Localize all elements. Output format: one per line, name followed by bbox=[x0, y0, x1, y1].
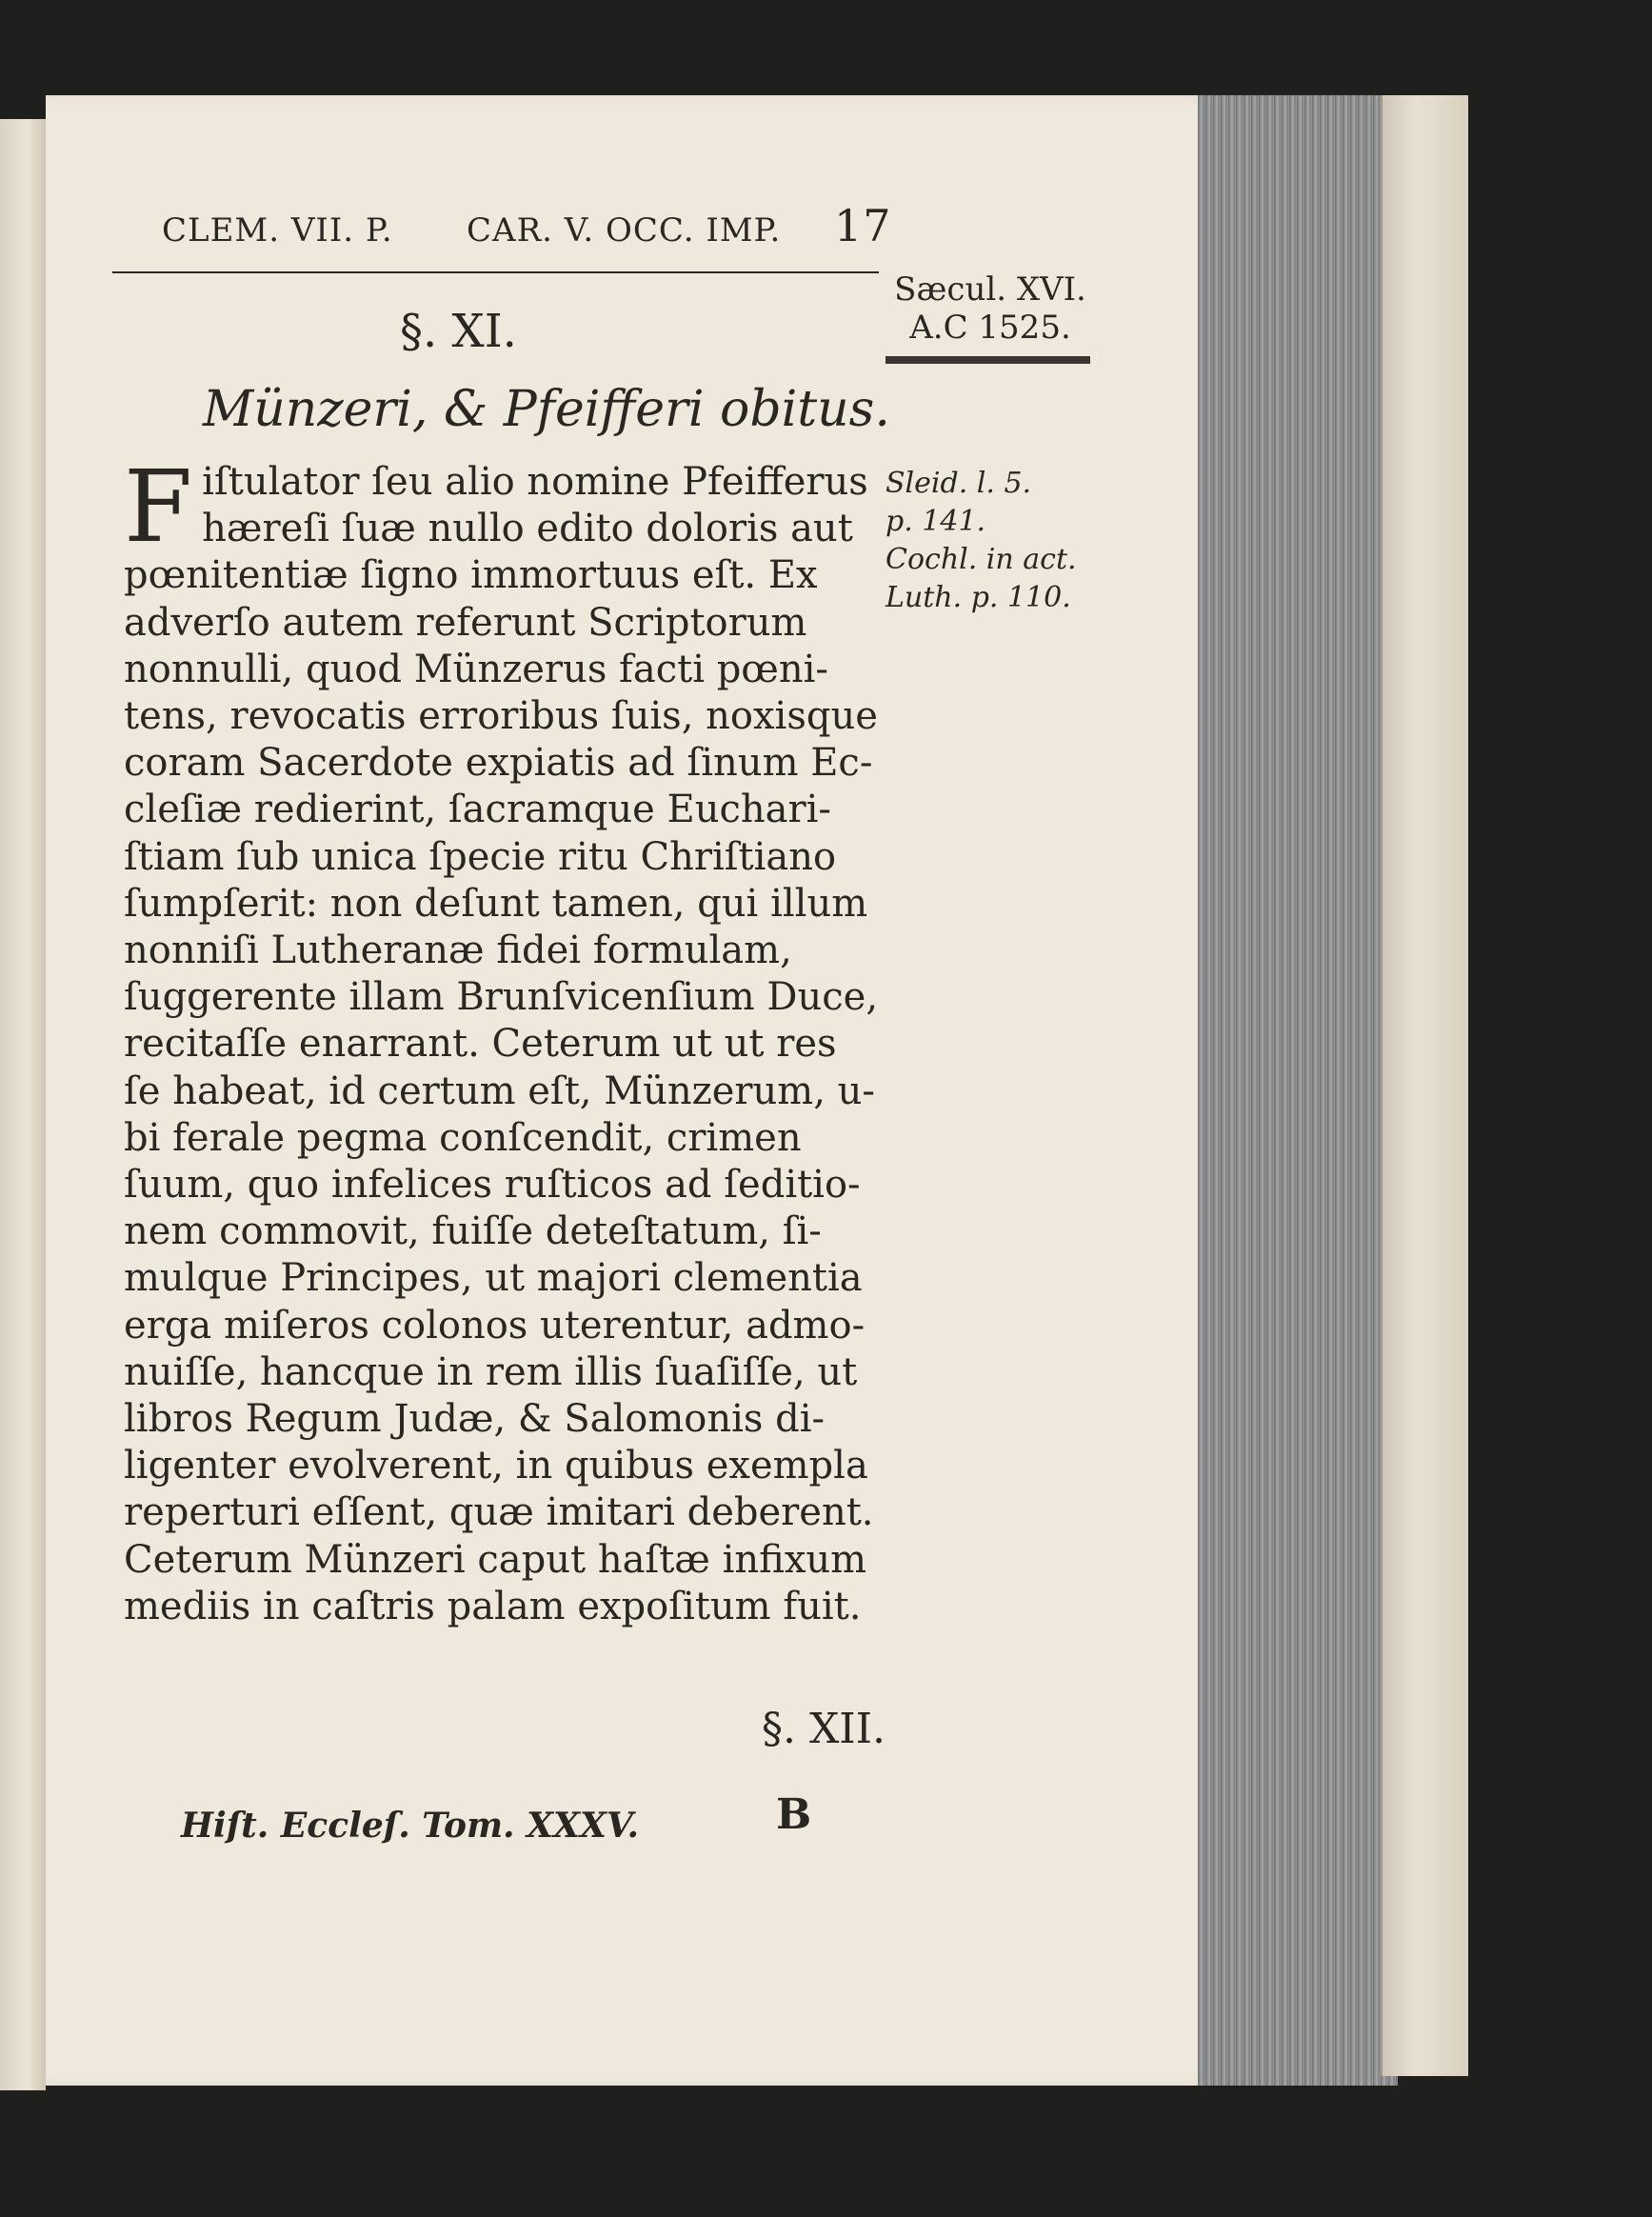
body-line: ſtiam ſub unica ſpecie ritu Chriſtiano bbox=[124, 834, 837, 879]
body-line: hæreſi ſuæ nullo edito doloris aut bbox=[202, 507, 853, 551]
body-line: ſuum, quo infelices ruſticos ad ſeditio- bbox=[124, 1163, 861, 1208]
body-line: mediis in caſtris palam expoſitum fuit. bbox=[124, 1584, 862, 1628]
left-page-edge bbox=[0, 119, 46, 2090]
body-line: iſtulator ſeu alio nomine Pfeifferus bbox=[202, 460, 868, 504]
margin-date-line2: A.C 1525. bbox=[909, 309, 1071, 347]
margin-date-line1: Sæcul. XVI. bbox=[894, 270, 1086, 309]
body-line: mulque Principes, ut majori clementia bbox=[124, 1256, 863, 1301]
body-line: nuiſſe, hancque in rem illis ſuaſiſſe, ut bbox=[124, 1349, 858, 1394]
body-line: pœnitentiæ ſigno immortuus eſt. Ex bbox=[124, 553, 818, 598]
body-line: ſuggerente illam Brunſvicenſium Duce, bbox=[124, 975, 879, 1020]
body-line: nem commovit, fuiſſe deteſtatum, ſi- bbox=[124, 1209, 822, 1254]
running-head-center: CAR. V. OCC. IMP. bbox=[467, 211, 782, 250]
section-number: §. XI. bbox=[400, 305, 517, 358]
margin-ref: Sleid. l. 5. bbox=[886, 467, 1032, 500]
body-line: Ceterum Münzeri caput haſtæ infixum bbox=[124, 1537, 867, 1582]
margin-date-rule bbox=[886, 356, 1090, 364]
body-line: adverſo autem referunt Scriptorum bbox=[124, 600, 807, 645]
body-line: reperturi eſſent, quæ imitari deberent. bbox=[124, 1490, 874, 1535]
body-line: nonniſi Lutheranæ fidei formulam, bbox=[124, 929, 792, 973]
body-line: coram Sacerdote expiatis ad ſinum Ec- bbox=[124, 741, 873, 786]
body-line: tens, revocatis erroribus ſuis, noxisque bbox=[124, 694, 878, 739]
running-head bbox=[162, 200, 892, 257]
dropcap: F bbox=[124, 449, 193, 565]
running-head-left: CLEM. VII. P. bbox=[162, 211, 393, 250]
body-line: ſe habeat, id certum eſt, Münzerum, u- bbox=[124, 1069, 875, 1113]
signature-mark: B bbox=[776, 1790, 812, 1839]
head-rule bbox=[112, 271, 879, 273]
footer-title: Hiſt. Eccleſ. Tom. XXXV. bbox=[181, 1806, 640, 1846]
body-line: recitaſſe enarrant. Ceterum ut ut res bbox=[124, 1022, 837, 1067]
section-title: Münzeri, & Pfeifferi obitus. bbox=[203, 381, 890, 438]
margin-ref: Cochl. in act. bbox=[886, 543, 1077, 576]
margin-ref: p. 141. bbox=[886, 505, 986, 538]
page-block-edges bbox=[1198, 95, 1398, 2086]
body-line: ſumpſerit: non deſunt tamen, qui illum bbox=[124, 881, 868, 926]
margin-ref: Luth. p. 110. bbox=[886, 581, 1071, 614]
body-text bbox=[124, 449, 906, 1630]
body-line: libros Regum Judæ, & Salomonis di- bbox=[124, 1397, 826, 1442]
body-line: cleſiæ redierint, ſacramque Euchari- bbox=[124, 788, 831, 832]
page-number: 17 bbox=[834, 200, 892, 251]
body-line: ligenter evolverent, in quibus exempla bbox=[124, 1444, 868, 1488]
body-line: erga miſeros colonos uterentur, admo- bbox=[124, 1303, 866, 1348]
margin-references bbox=[886, 465, 1105, 617]
book-cover-edge bbox=[1381, 95, 1468, 2076]
next-section-heading: §. XII. bbox=[762, 1705, 886, 1753]
margin-date-note bbox=[881, 270, 1100, 347]
body-line: bi ferale pegma conſcendit, crimen bbox=[124, 1115, 802, 1160]
body-line: nonnulli, quod Münzerus facti pœni- bbox=[124, 647, 828, 691]
